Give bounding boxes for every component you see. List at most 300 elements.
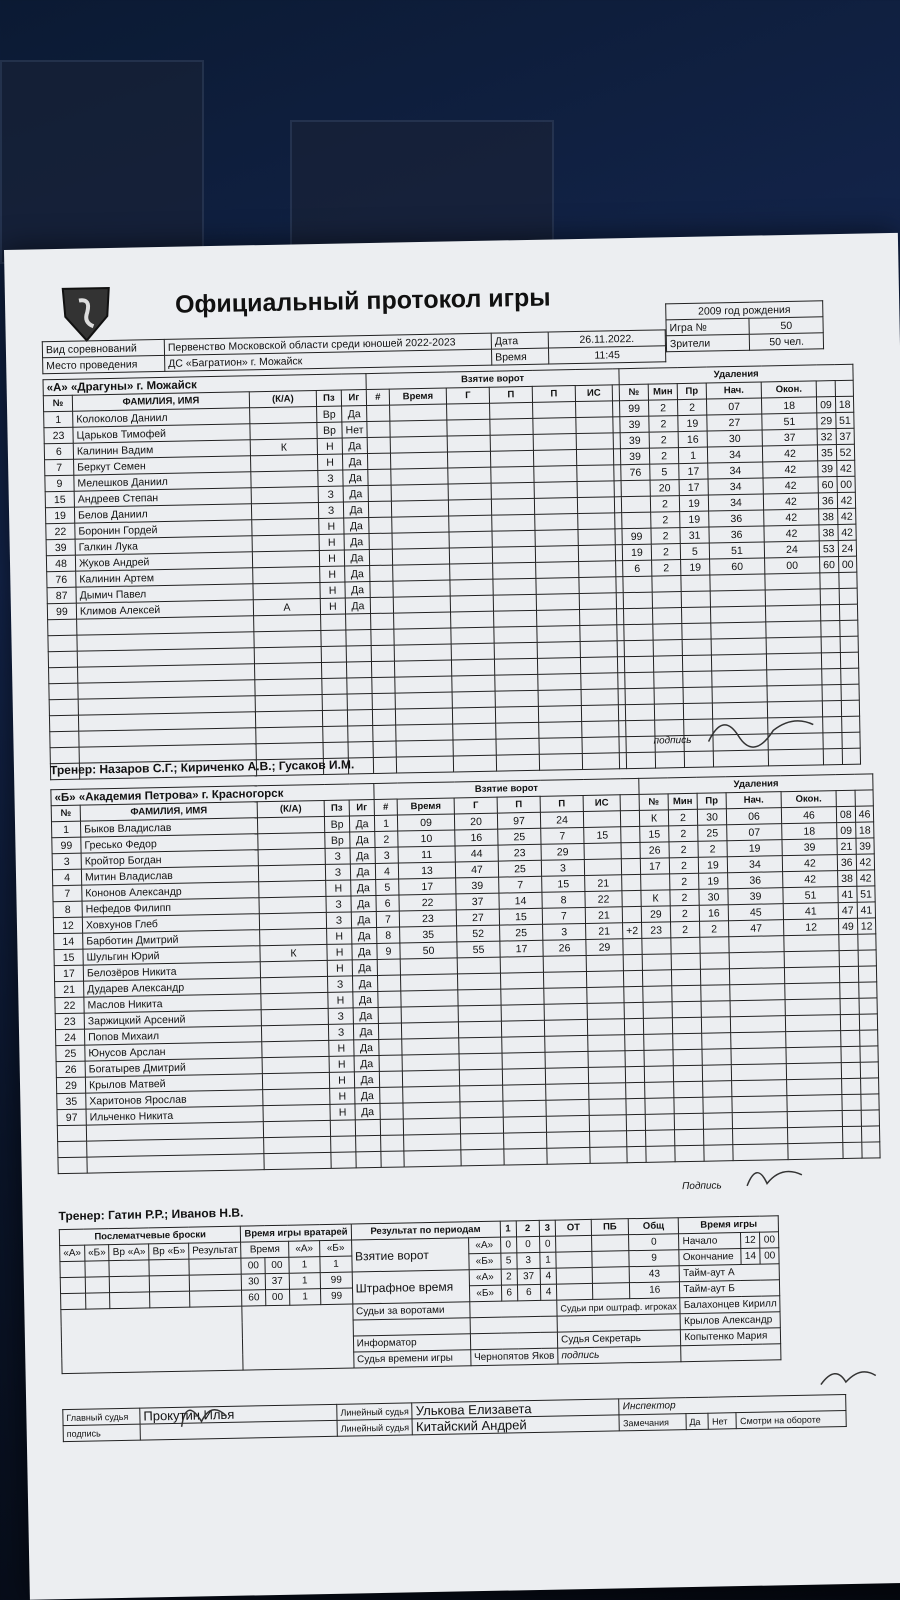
- teamB-goal-cell: [625, 1034, 644, 1050]
- teamB-goal-cell: 15: [584, 827, 621, 844]
- team-a-goals-header: Взятие ворот: [366, 369, 619, 390]
- teamA-penalty-cell: 60: [820, 557, 839, 573]
- teamA-penalty-cell: 20: [650, 480, 679, 497]
- teamA-goal-cell: [369, 549, 392, 565]
- teamA-goal-cell: [395, 676, 452, 693]
- team-b-signature: [742, 1154, 823, 1196]
- teamA-goal-cell: [491, 498, 534, 515]
- teamB-player-cell: Да: [352, 959, 377, 975]
- teamB-player-cell: [58, 1141, 87, 1158]
- teamA-player-cell: [50, 747, 79, 764]
- teamB-penalty-cell: [730, 1016, 785, 1033]
- teamB-goal-cell: 17: [399, 878, 456, 895]
- teamA-penalty-cell: 19: [679, 495, 708, 512]
- team-b-section: [50, 773, 881, 1174]
- teamA-goal-cell: [367, 453, 390, 469]
- teamA-goal-cell: [447, 435, 490, 452]
- teamB-player-cell: 8: [53, 901, 82, 918]
- teamA-goal-cell: [492, 530, 535, 547]
- teamB-goal-cell: [587, 1019, 624, 1036]
- teamB-col-header: Г: [454, 797, 497, 814]
- teamB-penalty-cell: [729, 936, 784, 953]
- teamA-player-cell: [252, 535, 319, 552]
- teamB-goal-cell: [626, 1082, 645, 1098]
- remarks-yes: Да: [686, 1413, 709, 1429]
- teamB-goal-cell: [624, 986, 643, 1002]
- teamA-player-cell: З: [318, 470, 343, 486]
- teamA-penalty-cell: 34: [707, 446, 762, 463]
- teamB-player-cell: Н: [327, 960, 352, 976]
- teamA-penalty-cell: [624, 640, 653, 657]
- teamA-player-cell: [251, 471, 318, 488]
- teamB-player-cell: [259, 880, 326, 897]
- teamB-col-header: ИС: [583, 795, 620, 812]
- teamB-goal-cell: 14: [499, 892, 542, 909]
- teamA-penalty-cell: 24: [838, 540, 857, 556]
- teamA-penalty-cell: 18: [835, 396, 854, 412]
- teamB-player-cell: Да: [354, 1039, 379, 1055]
- team-b-table: [50, 773, 881, 1174]
- teamA-penalty-cell: [655, 752, 684, 769]
- teamA-penalty-cell: [766, 621, 821, 638]
- teamA-goal-cell: [580, 657, 617, 674]
- teamA-penalty-cell: 53: [819, 541, 838, 557]
- teamA-goal-cell: [371, 661, 394, 677]
- teamA-penalty-cell: 2: [651, 512, 680, 529]
- teamB-player-cell: Н: [328, 992, 353, 1008]
- teamA-penalty-cell: 60: [818, 477, 837, 493]
- teamA-penalty-cell: 30: [707, 430, 762, 447]
- inspector-label: Инспектор: [619, 1395, 846, 1415]
- teamB-penalty-cell: 46: [855, 806, 874, 822]
- teamB-player-cell: 99: [52, 837, 81, 854]
- teamA-goal-cell: [451, 611, 494, 628]
- teamB-penalty-cell: 42: [856, 854, 875, 870]
- teamA-penalty-cell: 18: [761, 397, 816, 414]
- teamA-goal-cell: [491, 466, 534, 483]
- teamB-penalty-cell: 2: [698, 841, 727, 858]
- teamB-goal-cell: 11: [398, 846, 455, 863]
- teamB-penalty-cell: 36: [837, 854, 856, 870]
- teamB-penalty-cell: [858, 950, 877, 966]
- teamB-goal-cell: [461, 1133, 504, 1150]
- teamA-goal-cell: [490, 434, 533, 451]
- teamB-player-cell: 26: [56, 1061, 85, 1078]
- teamB-goal-cell: [501, 1020, 544, 1037]
- teamA-goal-cell: [536, 594, 579, 611]
- teamA-player-cell: Н: [320, 598, 345, 614]
- teamB-penalty-cell: [840, 982, 859, 998]
- teamB-penalty-cell: [858, 982, 877, 998]
- teamB-penalty-cell: [645, 1082, 674, 1099]
- teamA-goal-cell: [578, 513, 615, 530]
- teamA-player-cell: [255, 694, 322, 711]
- teamB-penalty-cell: 18: [855, 822, 874, 838]
- teamA-goal-cell: [492, 546, 535, 563]
- teamB-goal-cell: 3: [375, 847, 398, 863]
- teamB-goal-cell: [626, 1114, 645, 1130]
- gt-label: Тайм-аут Б: [680, 1280, 780, 1298]
- teamB-penalty-cell: [641, 874, 670, 891]
- teamB-goal-cell: 22: [585, 891, 622, 908]
- teamB-goal-cell: [457, 957, 500, 974]
- teamA-goal-cell: [447, 419, 490, 436]
- teamB-player-cell: Вр: [324, 816, 349, 832]
- teamB-player-cell: Белозёров Никита: [83, 962, 260, 981]
- teamB-penalty-cell: 42: [782, 855, 837, 872]
- teamB-penalty-cell: [784, 935, 839, 952]
- teamA-col-header: Г: [446, 387, 489, 404]
- teamB-penalty-cell: 38: [838, 870, 857, 886]
- teamA-player-cell: [321, 630, 346, 646]
- teamB-goal-cell: [377, 975, 400, 991]
- teamA-col-header: [835, 380, 854, 396]
- teamB-penalty-cell: [841, 1062, 860, 1078]
- teamB-penalty-cell: 23: [642, 922, 671, 939]
- teamA-goal-cell: [450, 595, 493, 612]
- teamA-goal-cell: [582, 753, 619, 770]
- teamA-goal-cell: [577, 481, 614, 498]
- teamB-goal-cell: [620, 810, 639, 826]
- teamA-player-cell: Н: [320, 566, 345, 582]
- teamB-penalty-cell: 19: [698, 857, 727, 874]
- teamB-goal-cell: 7: [541, 827, 584, 844]
- teamA-penalty-cell: [652, 592, 681, 609]
- teamA-goal-cell: [452, 707, 495, 724]
- teamB-player-cell: 15: [54, 949, 83, 966]
- teamB-penalty-cell: [787, 1111, 842, 1128]
- teamA-goal-cell: [576, 417, 613, 434]
- teamA-player-cell: 48: [46, 555, 75, 572]
- teamB-goal-cell: 21: [586, 923, 623, 940]
- teamB-penalty-cell: 41: [838, 886, 857, 902]
- teamA-goal-cell: [373, 757, 396, 773]
- teamB-goal-cell: 16: [455, 829, 498, 846]
- teamA-penalty-cell: [840, 636, 859, 652]
- teamB-player-cell: Гресько Федор: [81, 834, 258, 853]
- teamA-goal-cell: [579, 561, 616, 578]
- teamB-penalty-cell: [673, 1033, 702, 1050]
- teamB-penalty-cell: 09: [837, 822, 856, 838]
- teamB-penalty-cell: [644, 1050, 673, 1067]
- line2-label: Линейный судья: [337, 1419, 413, 1436]
- teamA-goal-cell: [580, 625, 617, 642]
- teamB-goal-cell: [544, 1019, 587, 1036]
- teamA-penalty-cell: 42: [763, 477, 818, 494]
- teamA-penalty-cell: 42: [838, 524, 857, 540]
- teamA-player-cell: Н: [317, 454, 342, 470]
- team-b-trainer: Тренер: Гатин Р.Р.; Иванов Н.В.: [58, 1205, 244, 1224]
- teamB-player-cell: З: [328, 976, 353, 992]
- teamA-penalty-cell: [767, 685, 822, 702]
- teamA-goal-cell: [538, 690, 581, 707]
- teamB-penalty-cell: [672, 1001, 701, 1018]
- teamB-penalty-cell: [840, 998, 859, 1014]
- teamB-goal-cell: [625, 1050, 644, 1066]
- teamA-player-cell: 39: [46, 539, 75, 556]
- teamB-penalty-cell: [703, 1113, 732, 1130]
- game-time-header: Время игры: [679, 1216, 779, 1234]
- res-cell: 0: [500, 1237, 516, 1253]
- teamB-goal-cell: 8: [377, 927, 400, 943]
- teamA-player-cell: [255, 678, 322, 695]
- teamA-penalty-cell: 51: [709, 542, 764, 559]
- teamB-player-cell: [330, 1120, 355, 1136]
- teamB-col-header: (К/А): [257, 800, 324, 817]
- teamA-penalty-cell: [682, 655, 711, 672]
- teamB-col-header: Иг: [349, 799, 374, 815]
- teamB-goal-cell: [623, 938, 642, 954]
- teamB-goal-cell: [587, 1003, 624, 1020]
- teamA-penalty-cell: 34: [708, 494, 763, 511]
- teamB-goal-cell: 25: [500, 924, 543, 941]
- teamA-penalty-cell: [625, 672, 654, 689]
- teamA-goal-cell: [390, 436, 447, 453]
- teamB-goal-cell: 09: [397, 814, 454, 831]
- res-cell: 0: [539, 1236, 555, 1252]
- gk-time: Время: [241, 1241, 288, 1258]
- teamA-penalty-cell: 19: [681, 559, 710, 576]
- teamB-player-cell: [355, 1119, 380, 1135]
- teamB-penalty-cell: 2: [669, 857, 698, 874]
- teamB-penalty-cell: 2: [699, 921, 728, 938]
- teamA-goal-cell: [447, 451, 490, 468]
- teamA-goal-cell: [537, 642, 580, 659]
- teamB-goal-cell: [401, 1022, 458, 1039]
- teamA-goal-cell: [533, 402, 576, 419]
- teamA-col-header: Иг: [341, 390, 366, 406]
- teamB-penalty-cell: 36: [728, 872, 783, 889]
- teamB-goal-cell: [622, 874, 641, 890]
- teamB-goal-cell: [402, 1070, 459, 1087]
- teamB-penalty-cell: 29: [641, 906, 670, 923]
- teamB-goal-cell: 5: [376, 879, 399, 895]
- teamB-goal-cell: 35: [400, 926, 457, 943]
- teamB-goal-cell: [622, 906, 641, 922]
- teamB-player-cell: [331, 1136, 356, 1152]
- competition-table: [42, 329, 667, 374]
- teamA-goal-cell: [539, 737, 582, 754]
- teamA-col-header: Мин: [648, 384, 677, 401]
- teamA-penalty-cell: 34: [708, 478, 763, 495]
- teamA-penalty-cell: 2: [677, 399, 706, 416]
- teamA-player-cell: [254, 646, 321, 663]
- teamB-goal-cell: [500, 956, 543, 973]
- teamB-penalty-cell: 34: [727, 856, 782, 873]
- teamB-col-header: Пз: [324, 800, 349, 816]
- penbox-label: Судьи при оштраф. игроках: [557, 1298, 681, 1316]
- teamB-goal-cell: [588, 1035, 625, 1052]
- teamB-penalty-cell: [674, 1129, 703, 1146]
- teamB-penalty-cell: [786, 1047, 841, 1064]
- teamB-penalty-cell: [861, 1142, 880, 1158]
- teamA-goal-cell: [372, 709, 395, 725]
- spectators-label: Зрители: [666, 334, 750, 352]
- teamB-goal-cell: [502, 1052, 545, 1069]
- teamB-penalty-cell: [672, 1017, 701, 1034]
- teamB-goal-cell: [623, 970, 642, 986]
- teamA-player-cell: Да: [344, 534, 369, 550]
- teamA-player-cell: К: [250, 439, 317, 456]
- teamA-penalty-cell: [822, 669, 841, 685]
- teamB-player-cell: З: [328, 1008, 353, 1024]
- teamB-player-cell: З: [325, 848, 350, 864]
- teamB-goal-cell: [401, 1006, 458, 1023]
- teamA-penalty-cell: 42: [836, 460, 855, 476]
- team-a-trainer: Тренер: Назаров С.Г.; Кириченко А.В.; Гусаков И.М.: [49, 757, 355, 778]
- teamA-player-cell: Да: [343, 470, 368, 486]
- teamB-goal-cell: 29: [541, 843, 584, 860]
- teamB-player-cell: З: [326, 896, 351, 912]
- line1-name: Улькова Елизавета: [412, 1399, 619, 1419]
- teamB-penalty-cell: [700, 969, 729, 986]
- teamB-penalty-cell: 42: [856, 870, 875, 886]
- teamB-player-cell: Н: [326, 880, 351, 896]
- teamA-goal-cell: [371, 645, 394, 661]
- teamA-goal-cell: [370, 581, 393, 597]
- teamA-goal-cell: [390, 404, 447, 421]
- teamB-penalty-cell: 19: [727, 840, 782, 857]
- teamB-col-header: #: [374, 799, 397, 815]
- teamB-penalty-cell: [674, 1081, 703, 1098]
- teamB-player-cell: 22: [55, 997, 84, 1014]
- teamB-player-cell: [58, 1157, 87, 1174]
- teamB-player-cell: [261, 976, 328, 993]
- teamA-penalty-cell: 2: [650, 496, 679, 513]
- teamB-penalty-cell: [840, 1014, 859, 1030]
- team-b-penalties-header: Удаления: [639, 774, 874, 794]
- teamA-player-cell: Н: [320, 582, 345, 598]
- teamA-penalty-cell: 37: [762, 429, 817, 446]
- teamA-col-header: №: [619, 384, 648, 401]
- teamB-player-cell: 1: [51, 821, 80, 838]
- teamA-penalty-cell: [682, 639, 711, 656]
- teamA-penalty-cell: [841, 684, 860, 700]
- teamB-penalty-cell: [731, 1048, 786, 1065]
- teamA-player-cell: Н: [317, 438, 342, 454]
- teamA-goal-cell: [371, 629, 394, 645]
- teamB-player-cell: [264, 1136, 331, 1153]
- teamB-goal-cell: [458, 989, 501, 1006]
- teamA-col-header: ФАМИЛИЯ, ИМЯ: [72, 392, 249, 411]
- teamA-player-cell: Андреев Степан: [74, 488, 251, 507]
- teamA-penalty-cell: [767, 669, 822, 686]
- chief-label: Главный судья: [63, 1408, 140, 1425]
- teamB-player-cell: З: [326, 912, 351, 928]
- teamA-col-header: Пр: [677, 383, 706, 400]
- teamB-goal-cell: 4: [375, 863, 398, 879]
- teamB-player-cell: Ховхунов Глеб: [82, 914, 259, 933]
- teamB-goal-cell: [458, 1021, 501, 1038]
- gk-cell: 99: [320, 1272, 352, 1289]
- teamB-goal-cell: [459, 1037, 502, 1054]
- chief-name: Прокутин Илья: [140, 1404, 337, 1424]
- res-row-b: «Б»: [469, 1253, 501, 1270]
- teamA-goal-cell: [491, 482, 534, 499]
- teamB-goal-cell: [502, 1068, 545, 1085]
- teamB-penalty-cell: 2: [669, 841, 698, 858]
- teamB-penalty-cell: 49: [838, 918, 857, 934]
- teamA-goal-cell: [367, 421, 390, 437]
- teamA-penalty-cell: [655, 720, 684, 737]
- teamA-penalty-cell: [711, 654, 766, 671]
- teamB-player-cell: Богатырев Дмитрий: [85, 1058, 262, 1077]
- line1-label: Линейный судья: [337, 1403, 413, 1420]
- teamB-goal-cell: 21: [585, 907, 622, 924]
- teamB-penalty-cell: [731, 1032, 786, 1049]
- teamA-player-cell: [347, 678, 372, 694]
- teamA-goal-cell: [577, 465, 614, 482]
- teamA-player-cell: Калинин Вадим: [73, 440, 250, 459]
- teamA-goal-cell: [495, 690, 538, 707]
- teamB-player-cell: [261, 1008, 328, 1025]
- teamA-penalty-cell: [842, 748, 861, 764]
- teamB-goal-cell: [380, 1087, 403, 1103]
- teamA-penalty-cell: 19: [678, 415, 707, 432]
- see-back-label: Смотри на обороте: [736, 1411, 846, 1429]
- teamA-penalty-cell: [766, 653, 821, 670]
- ot-header: ОТ: [555, 1219, 591, 1236]
- teamB-player-cell: 14: [54, 933, 83, 950]
- teamB-goal-cell: [543, 955, 586, 972]
- teamA-player-cell: Нет: [342, 422, 367, 438]
- teamA-penalty-cell: 42: [763, 461, 818, 478]
- teamB-goal-cell: 44: [455, 845, 498, 862]
- team-a-signature: [703, 704, 824, 756]
- date-value: 26.11.2022.: [548, 330, 665, 348]
- teamA-player-cell: Боронин Гордей: [75, 520, 252, 539]
- teamA-player-cell: [49, 667, 78, 684]
- teamB-penalty-cell: [729, 968, 784, 985]
- background-seat-left: [0, 60, 204, 264]
- teamB-player-cell: [262, 1040, 329, 1057]
- teamB-goal-cell: [381, 1135, 404, 1151]
- teamA-penalty-cell: [820, 573, 839, 589]
- teamB-player-cell: Да: [351, 879, 376, 895]
- teamB-goal-cell: 7: [376, 911, 399, 927]
- teamB-goal-cell: 9: [377, 943, 400, 959]
- teamB-penalty-cell: [843, 1142, 862, 1158]
- teamB-player-cell: Н: [329, 1056, 354, 1072]
- teamA-penalty-cell: [821, 621, 840, 637]
- teamA-penalty-cell: [712, 686, 767, 703]
- gk-cell: 1: [289, 1289, 321, 1306]
- teamB-penalty-cell: [672, 985, 701, 1002]
- teamB-penalty-cell: [642, 954, 671, 971]
- teamA-goal-cell: [393, 564, 450, 581]
- teamA-goal-cell: [539, 721, 582, 738]
- teamA-player-cell: [252, 551, 319, 568]
- teamA-player-cell: [348, 742, 373, 758]
- teamB-player-cell: 29: [56, 1077, 85, 1094]
- teamA-player-cell: 7: [45, 459, 74, 476]
- teamB-goal-cell: 3: [541, 859, 584, 876]
- chief-sign-label: подпись: [63, 1424, 140, 1441]
- teamB-penalty-cell: [842, 1094, 861, 1110]
- teamB-penalty-cell: [642, 938, 671, 955]
- teamA-penalty-cell: 2: [649, 400, 678, 417]
- teamA-penalty-cell: [681, 591, 710, 608]
- teamB-penalty-cell: [858, 966, 877, 982]
- teamB-penalty-cell: [675, 1145, 704, 1162]
- teamA-player-cell: [346, 614, 371, 630]
- teamB-player-cell: Юнусов Арслан: [85, 1042, 262, 1061]
- teamB-goal-cell: [543, 971, 586, 988]
- teamB-player-cell: 3: [52, 853, 81, 870]
- teamB-player-cell: Кононов Александр: [82, 882, 259, 901]
- teamA-goal-cell: [396, 724, 453, 741]
- teamB-player-cell: Харитонов Ярослав: [86, 1090, 263, 1109]
